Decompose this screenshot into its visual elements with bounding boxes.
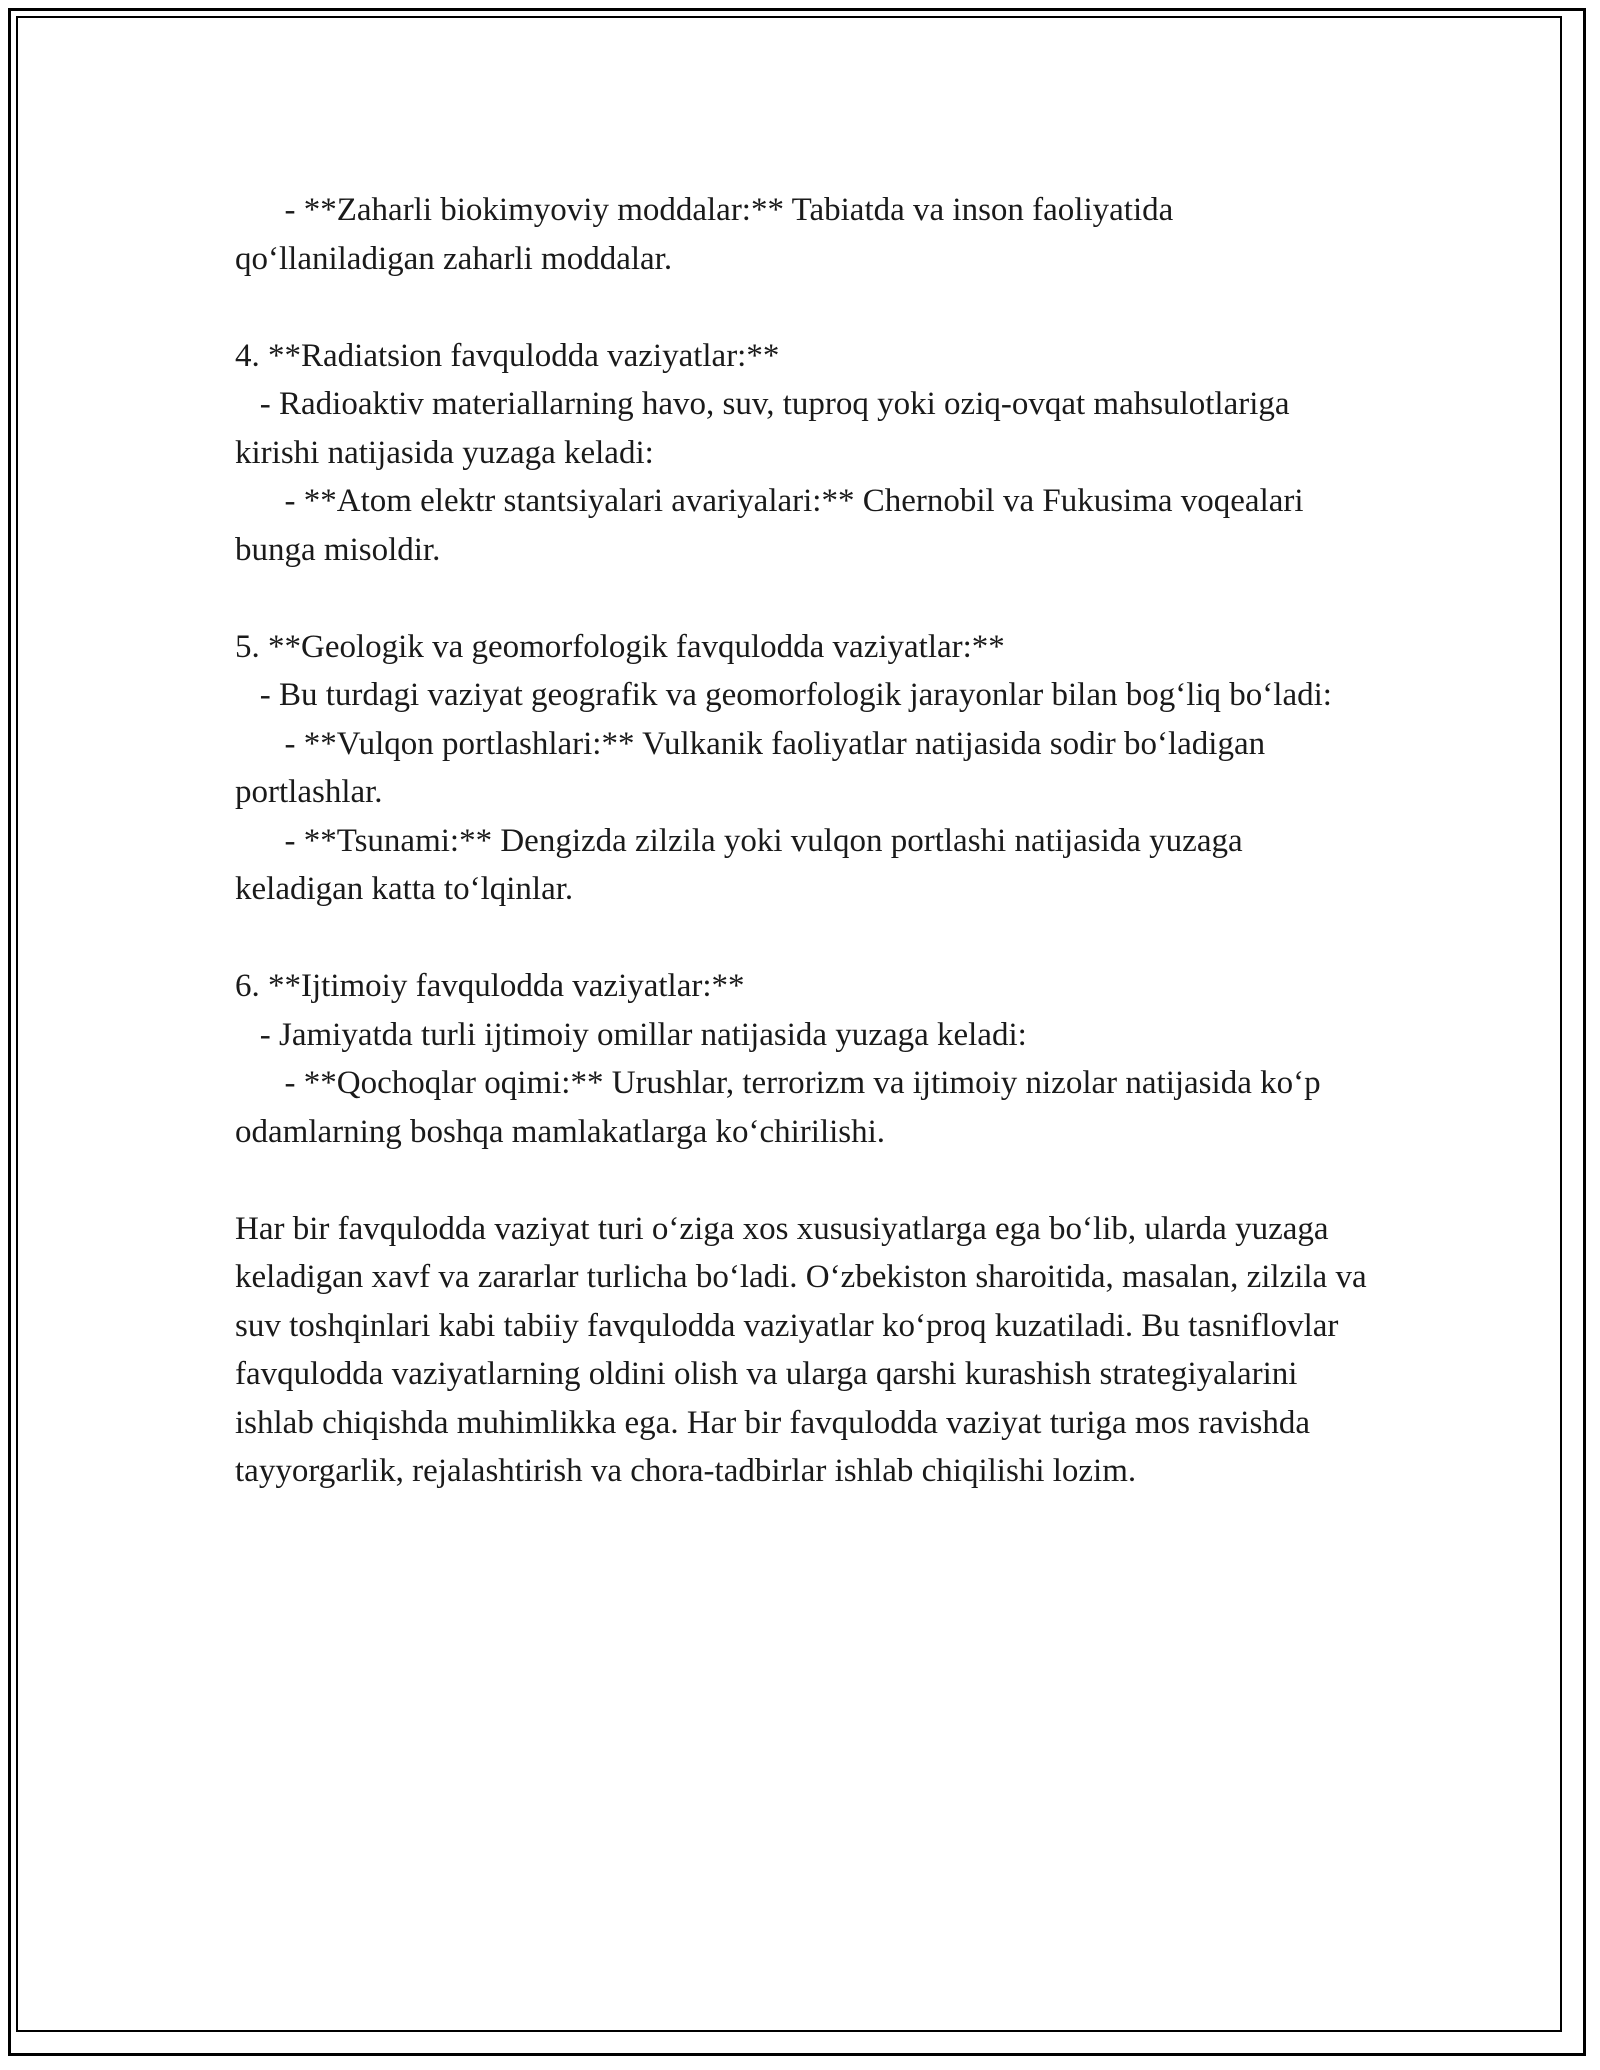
paragraph-gap [235,574,1375,623]
section-heading-radiation: 4. **Radiatsion favqulodda vaziyatlar:** [235,337,780,374]
list-item-refugee-flow: - **Qochoqlar oqimi:** Urushlar, terrorizm va ijtimoiy nizolar natijasida ko‘p odamlarning boshqa mamlakatlarga ko‘chirilishi. [235,1065,1329,1150]
section-heading-geological: 5. **Geologik va geomorfologik favqulodda vaziyatlar:** [235,628,1005,665]
conclusion-paragraph: Har bir favqulodda vaziyat turi o‘ziga xos xususiyatlarga ega bo‘lib, ularda yuzaga keladigan xavf va zararlar turlicha bo‘ladi. O‘zbekiston sharoitida, masalan, zilzila va suv toshqinlari kabi tabiiy favqulodda vaziyatlar ko‘proq kuzatiladi. Bu tasniflovlar favqulodda vaziyatlarning oldini olish va ularga qarshi kurashish strategiyalarini ishlab chiqishda muhimlikka ega. Har bir favqulodda vaziyat turiga mos ravishda tayyorgarlik, rejalashtirish va chora-tadbirlar ishlab chiqilishi lozim. [235,1210,1375,1489]
list-item-nuclear-plant-accidents: - **Atom elektr stantsiyalari avariyalari:** Chernobil va Fukusima voqealari bunga misoldir. [235,483,1312,568]
paragraph-gap [235,914,1375,963]
list-item-radioactive-materials: - Radioaktiv materiallarning havo, suv, tuproq yoki oziq-ovqat mahsulotlariga kirishi natijasida yuzaga keladi: [235,386,1298,471]
document-body [235,186,1375,1496]
list-item-toxic-biochemicals: - **Zaharli biokimyoviy moddalar:** Tabiatda va inson faoliyatida qo‘llaniladigan zaharli moddalar. [235,192,1182,277]
list-item-geological-processes: - Bu turdagi vaziyat geografik va geomorfologik jarayonlar bilan bog‘liq bo‘ladi: [235,677,1332,713]
list-item-volcanic-eruptions: - **Vulqon portlashlari:** Vulkanik faoliyatlar natijasida sodir bo‘ladigan portlashlar. [235,725,1274,810]
section-heading-social: 6. **Ijtimoiy favqulodda vaziyatlar:** [235,968,745,1004]
list-item-tsunami: - **Tsunami:** Dengizda zilzila yoki vulqon portlashi natijasida yuzaga keladigan katta to‘lqinlar. [235,822,1251,907]
paragraph-gap [235,283,1375,332]
paragraph-gap [235,1156,1375,1205]
list-item-social-factors: - Jamiyatda turli ijtimoiy omillar natijasida yuzaga keladi: [235,1016,1027,1053]
